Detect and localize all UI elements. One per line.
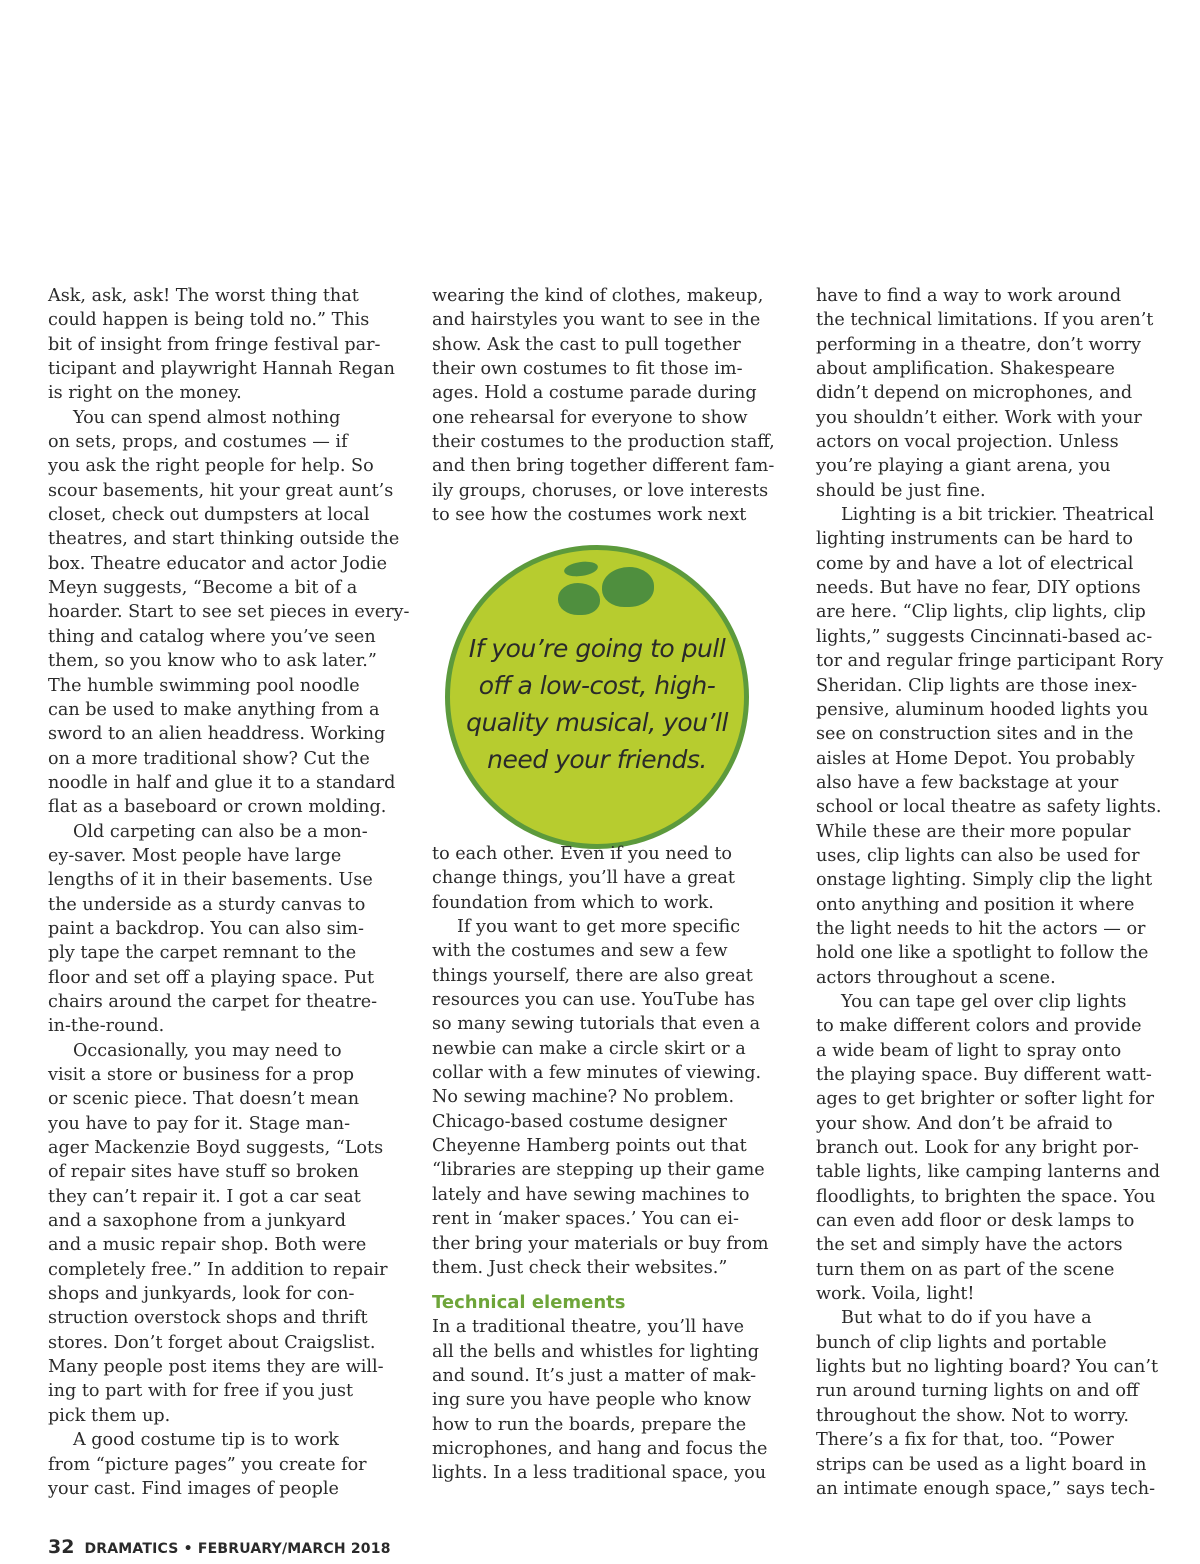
text-line: shops and junkyards, look for con- [48, 1284, 355, 1305]
text-line: to see how the costumes work next [432, 505, 747, 526]
text-line: the set and simply have the actors [816, 1235, 1123, 1256]
text-line: also have a few backstage at your [816, 772, 1119, 793]
paragraph [48, 284, 395, 406]
text-line: hoarder. Start to see set pieces in every- [48, 602, 410, 623]
decorative-blob-icon [563, 560, 599, 579]
text-line: them, so you know who to ask later.” [48, 651, 377, 672]
text-line: pick them up. [48, 1405, 171, 1426]
text-line: can even add floor or desk lamps to [816, 1211, 1135, 1232]
column-2-bottom-body [432, 842, 772, 1280]
pull-quote-line: need your friends. [487, 745, 707, 774]
text-line: could happen is being told no.” This [48, 310, 370, 331]
text-line: While these are their more popular [816, 821, 1131, 842]
text-line: their costumes to the production staff, [432, 432, 775, 453]
text-line: bunch of clip lights and portable [816, 1332, 1107, 1353]
text-line: show. Ask the cast to pull together [432, 334, 741, 355]
text-line: and hairstyles you want to see in the [432, 310, 761, 331]
paragraph [816, 284, 1161, 503]
text-line: are here. “Clip lights, clip lights, clip [816, 602, 1146, 623]
pull-quote-line: off a low-cost, high- [478, 671, 716, 700]
text-line: on sets, props, and costumes — if [48, 432, 348, 453]
section-heading-technical-elements: Technical elements [432, 1292, 626, 1314]
text-line: you’re playing a giant arena, you [816, 456, 1111, 477]
text-line: pensive, aluminum hooded lights you [816, 699, 1149, 720]
text-line: your show. And don’t be afraid to [816, 1113, 1113, 1134]
text-line: or scenic piece. That doesn’t mean [48, 1089, 360, 1110]
paragraph [432, 915, 772, 1280]
text-line: an intimate enough space,” says tech- [816, 1478, 1156, 1499]
text-line: work. Voila, light! [816, 1284, 975, 1305]
text-line: scour basements, hit your great aunt’s [48, 480, 394, 501]
text-line: change things, you’ll have a great [432, 868, 735, 889]
text-line: flat as a baseboard or crown molding. [48, 797, 387, 818]
text-line: A good costume tip is to work [73, 1430, 339, 1451]
publication-info: DRAMATICS • FEBRUARY/MARCH 2018 [84, 1541, 391, 1557]
text-line: and a music repair shop. Both were [48, 1235, 367, 1256]
text-line: branch out. Look for any bright por- [816, 1138, 1139, 1159]
article-column-3 [816, 284, 1164, 1501]
text-line: how to run the boards, prepare the [432, 1414, 747, 1435]
text-line: rent in ‘maker spaces.’ You can ei- [432, 1209, 739, 1230]
text-line: ply tape the carpet remnant to the [48, 943, 357, 964]
text-line: newbie can make a circle skirt or a [432, 1038, 746, 1059]
pull-quote-text [450, 630, 744, 778]
text-line: the technical limitations. If you aren’t [816, 310, 1154, 331]
text-line: with the costumes and sew a few [432, 941, 728, 962]
text-line: and a saxophone from a junkyard [48, 1211, 347, 1232]
text-line: in-the-round. [48, 1016, 165, 1037]
text-line: floodlights, to brighten the space. You [816, 1186, 1156, 1207]
column-2-bottom-after-heading [432, 1315, 772, 1485]
text-line: thing and catalog where you’ve seen [48, 626, 376, 647]
text-line: stores. Don’t forget about Craigslist. [48, 1332, 376, 1353]
paragraph [48, 1039, 388, 1429]
text-line: Occasionally, you may need to [73, 1040, 342, 1061]
text-line: hold one like a spotlight to follow the [816, 943, 1149, 964]
text-line: Lighting is a bit trickier. Theatrical [841, 505, 1155, 526]
text-line: turn them on as part of the scene [816, 1259, 1115, 1280]
text-line: noodle in half and glue it to a standard [48, 772, 396, 793]
text-line: visit a store or business for a prop [48, 1065, 355, 1085]
text-line: Cheyenne Hamberg points out that [432, 1136, 747, 1157]
text-line: Meyn suggests, “Become a bit of a [48, 578, 358, 599]
text-line: a wide beam of light to spray onto [816, 1040, 1122, 1061]
text-line: on a more traditional show? Cut the [48, 748, 370, 769]
text-line: run around turning lights on and off [816, 1381, 1139, 1402]
text-line: things yourself, there are also great [432, 965, 753, 986]
text-line: have to find a way to work around [816, 286, 1122, 306]
text-line: There’s a fix for that, too. “Power [816, 1430, 1114, 1451]
article-column-2-top [432, 284, 775, 527]
text-line: tor and regular fringe participant Rory [816, 651, 1164, 672]
text-line: didn’t depend on microphones, and [816, 383, 1133, 404]
paragraph [816, 1306, 1161, 1501]
text-line: box. Theatre educator and actor Jodie [48, 553, 388, 574]
text-line: and sound. It’s just a matter of mak- [432, 1365, 757, 1386]
text-line: Ask, ask, ask! The worst thing that [48, 286, 359, 306]
text-line: closet, check out dumpsters at local [48, 505, 370, 526]
text-line: ing to part with for free if you just [48, 1381, 354, 1402]
text-line: your cast. Find images of people [48, 1478, 339, 1499]
text-line: all the bells and whistles for lighting [432, 1341, 759, 1362]
text-line: throughout the show. Not to worry. [816, 1405, 1130, 1426]
text-line: Chicago-based costume designer [432, 1111, 727, 1132]
text-line: and then bring together different fam- [432, 456, 775, 477]
text-line: see on construction sites and in the [816, 724, 1134, 745]
text-line: “libraries are stepping up their game [432, 1160, 765, 1181]
text-line: ages to get brighter or softer light for [816, 1089, 1154, 1110]
text-line: you ask the right people for help. So [48, 456, 374, 477]
text-line: to each other. Even if you need to [432, 844, 732, 864]
text-line: ticipant and playwright Hannah Regan [48, 359, 395, 380]
text-line: resources you can use. YouTube has [432, 990, 755, 1011]
text-line: lately and have sewing machines to [432, 1184, 750, 1205]
text-line: onto anything and position it where [816, 894, 1135, 915]
text-line: lighting instruments can be hard to [816, 529, 1133, 550]
text-line: foundation from which to work. [432, 892, 714, 913]
text-line: performing in a theatre, don’t worry [816, 334, 1141, 355]
text-line: actors on vocal projection. Unless [816, 432, 1119, 453]
text-line: wearing the kind of clothes, makeup, [432, 286, 764, 306]
text-line: school or local theatre as safety lights. [816, 797, 1162, 818]
text-line: you shouldn’t either. Work with your [816, 407, 1142, 428]
text-line: them. Just check their websites.” [432, 1257, 728, 1278]
text-line: ager Mackenzie Boyd suggests, “Lots [48, 1138, 384, 1159]
text-line: the underside as a sturdy canvas to [48, 894, 366, 915]
text-line: aisles at Home Depot. You probably [816, 748, 1135, 769]
text-line: should be just fine. [816, 480, 986, 501]
text-line: table lights, like camping lanterns and [816, 1162, 1160, 1183]
text-line: so many sewing tutorials that even a [432, 1014, 761, 1035]
page-number: 32 [48, 1536, 75, 1558]
text-line: chairs around the carpet for theatre- [48, 991, 378, 1012]
text-line: the light needs to hit the actors — or [816, 918, 1146, 939]
text-line: theatres, and start thinking outside the [48, 529, 400, 550]
paragraph [48, 820, 388, 1039]
paragraph [48, 406, 410, 820]
text-line: of repair sites have stuff so broken [48, 1162, 359, 1183]
article-column-2-bottom [432, 842, 772, 1486]
text-line: lights but no lighting board? You can’t [816, 1357, 1159, 1378]
text-line: lights. In a less traditional space, you [432, 1463, 767, 1484]
text-line: onstage lighting. Simply clip the light [816, 870, 1153, 891]
text-line: strips can be used as a light board in [816, 1454, 1147, 1475]
paragraph [432, 284, 775, 527]
text-line: bit of insight from fringe festival par- [48, 334, 381, 355]
paragraph [432, 1315, 772, 1485]
text-line: In a traditional theatre, you’ll have [432, 1317, 744, 1338]
text-line: uses, clip lights can also be used for [816, 845, 1140, 866]
article-column-1 [48, 284, 410, 1501]
text-line: floor and set off a playing space. Put [48, 967, 375, 988]
text-line: actors throughout a scene. [816, 967, 1056, 988]
pull-quote-line: If you’re going to pull [468, 634, 726, 663]
decorative-blob-icon [602, 567, 654, 607]
text-line: one rehearsal for everyone to show [432, 407, 748, 428]
text-line: is right on the money. [48, 383, 242, 404]
text-line: lengths of it in their basements. Use [48, 870, 373, 891]
paragraph [816, 503, 1164, 990]
text-line: ages. Hold a costume parade during [432, 383, 757, 404]
text-line: If you want to get more specific [457, 917, 741, 938]
text-line: microphones, and hang and focus the [432, 1438, 768, 1459]
text-line: their own costumes to fit those im- [432, 359, 743, 380]
text-line: paint a backdrop. You can also sim- [48, 918, 364, 939]
pull-quote-circle [445, 545, 749, 849]
text-line: No sewing machine? No problem. [432, 1087, 735, 1108]
text-line: ing sure you have people who know [432, 1390, 752, 1411]
text-line: Sheridan. Clip lights are those inex- [816, 675, 1138, 696]
text-line: Old carpeting can also be a mon- [73, 821, 368, 842]
text-line: completely free.” In addition to repair [48, 1259, 388, 1280]
decorative-blob-icon [558, 583, 600, 615]
text-line: You can spend almost nothing [73, 407, 341, 428]
paragraph [432, 842, 772, 915]
text-line: sword to an alien headdress. Working [48, 724, 386, 745]
paragraph [816, 990, 1161, 1306]
text-line: to make different colors and provide [816, 1016, 1142, 1037]
text-line: struction overstock shops and thrift [48, 1308, 368, 1329]
text-line: they can’t repair it. I got a car seat [48, 1186, 361, 1207]
text-line: needs. But have no fear, DIY options [816, 578, 1141, 599]
text-line: about amplification. Shakespeare [816, 359, 1115, 380]
text-line: collar with a few minutes of viewing. [432, 1063, 762, 1084]
text-line: the playing space. Buy different watt- [816, 1065, 1152, 1085]
text-line: The humble swimming pool noodle [48, 675, 360, 696]
text-line: lights,” suggests Cincinnati-based ac- [816, 626, 1153, 647]
text-line: come by and have a lot of electrical [816, 553, 1134, 574]
page-footer [48, 1536, 391, 1558]
text-line: from “picture pages” you create for [48, 1454, 367, 1475]
text-line: Many people post items they are will- [48, 1357, 384, 1378]
text-line: can be used to make anything from a [48, 699, 380, 720]
text-line: ther bring your materials or buy from [432, 1233, 769, 1254]
text-line: You can tape gel over clip lights [841, 991, 1127, 1012]
text-line: ey-saver. Most people have large [48, 845, 342, 866]
paragraph [48, 1428, 388, 1501]
text-line: But what to do if you have a [841, 1308, 1092, 1329]
text-line: ily groups, choruses, or love interests [432, 480, 769, 501]
text-line: you have to pay for it. Stage man- [48, 1113, 351, 1134]
pull-quote-line: quality musical, you’ll [466, 708, 728, 737]
